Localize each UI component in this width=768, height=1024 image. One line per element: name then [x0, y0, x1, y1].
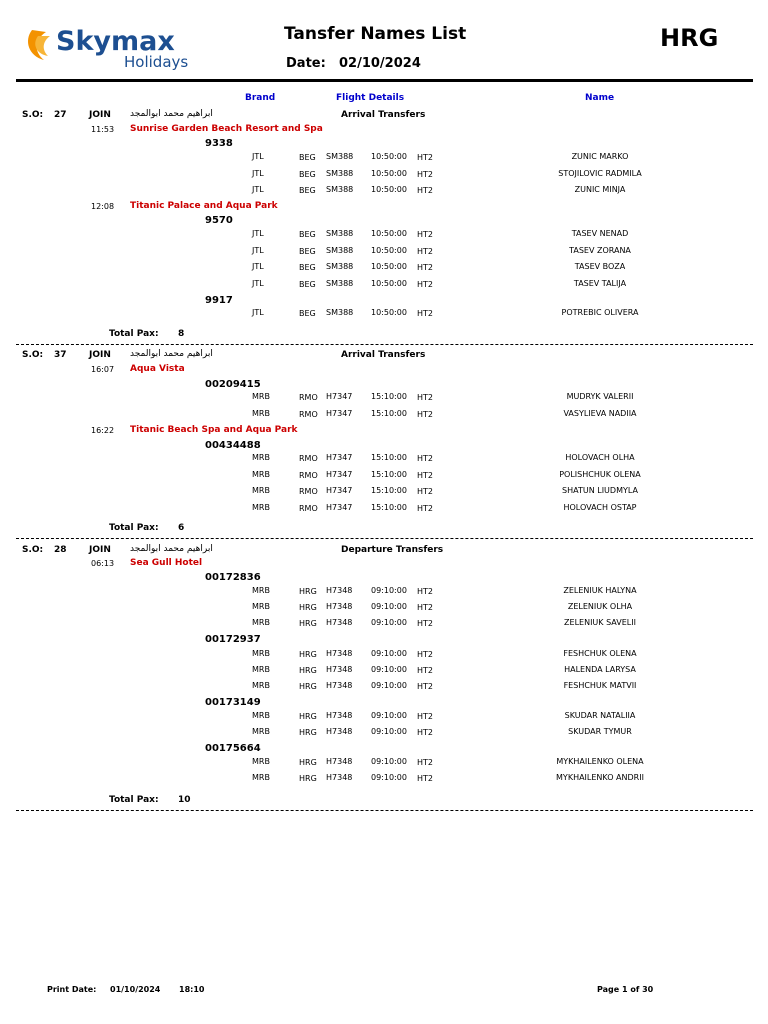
pickup-time: 16:22 — [91, 426, 115, 435]
company-logo — [22, 22, 232, 72]
flight-number-cell: SM388 — [326, 246, 354, 255]
terminal-cell: HT2 — [417, 393, 433, 402]
hotel-name: Sunrise Garden Beach Resort and Spa — [130, 124, 323, 134]
passenger-name-cell: TASEV NENAD — [571, 229, 629, 238]
document-title: Tansfer Names List — [284, 24, 467, 44]
passenger-name-cell: VASYLIEVA NADIIA — [563, 409, 637, 418]
brand-cell: MRB — [252, 503, 270, 512]
passenger-name-cell: POTREBIC OLIVERA — [561, 308, 639, 317]
terminal-cell: HT2 — [417, 666, 433, 675]
pickup-time: 12:08 — [91, 202, 115, 211]
flight-time-cell: 09:10:00 — [371, 649, 407, 658]
flight-number-cell: H7348 — [326, 618, 353, 627]
brand-cell: MRB — [252, 453, 270, 462]
terminal-cell: HT2 — [417, 410, 433, 419]
origin-airport-cell: HRG — [299, 712, 317, 721]
flight-number-cell: H7348 — [326, 711, 353, 720]
brand-cell: JTL — [252, 308, 264, 317]
passenger-name-cell: MYKHAILENKO OLENA — [556, 757, 644, 766]
logo-text-main: Skymax — [56, 26, 175, 57]
guide-name-arabic: ابراهيم محمد ابوالمجد — [130, 349, 213, 359]
terminal-cell: HT2 — [417, 728, 433, 737]
page-number: Page 1 of 30 — [597, 985, 654, 994]
passenger-name-cell: SKUDAR TYMUR — [568, 727, 632, 736]
origin-airport-cell: HRG — [299, 728, 317, 737]
total-pax-label: Total Pax: — [109, 329, 159, 339]
flight-number-cell: H7348 — [326, 757, 353, 766]
flight-time-cell: 15:10:00 — [371, 486, 407, 495]
booking-reference: 00173149 — [205, 697, 261, 708]
passenger-name-cell: SKUDAR NATALIIA — [564, 711, 636, 720]
logo-text-sub: Holidays — [124, 53, 189, 71]
flight-number-cell: H7347 — [326, 409, 353, 418]
terminal-cell: HT2 — [417, 471, 433, 480]
origin-airport-cell: BEG — [299, 280, 316, 289]
column-header-name: Name — [585, 93, 615, 103]
origin-airport-cell: RMO — [299, 410, 318, 419]
flight-number-cell: SM388 — [326, 308, 354, 317]
passenger-name-cell: TASEV ZORANA — [569, 246, 631, 255]
passenger-name-cell: ZELENIUK HALYNA — [563, 586, 637, 595]
brand-cell: MRB — [252, 409, 270, 418]
hotel-name: Titanic Palace and Aqua Park — [130, 201, 278, 211]
booking-reference: 9570 — [205, 215, 233, 226]
passenger-name-cell: MYKHAILENKO ANDRII — [556, 773, 644, 782]
section-divider — [16, 538, 753, 539]
origin-airport-cell: HRG — [299, 603, 317, 612]
print-time-value: 18:10 — [179, 985, 205, 994]
origin-airport-cell: HRG — [299, 587, 317, 596]
join-label: JOIN — [89, 110, 111, 120]
origin-airport-cell: BEG — [299, 153, 316, 162]
terminal-cell: HT2 — [417, 682, 433, 691]
origin-airport-cell: HRG — [299, 774, 317, 783]
flight-time-cell: 15:10:00 — [371, 470, 407, 479]
origin-airport-cell: HRG — [299, 650, 317, 659]
flight-number-cell: H7347 — [326, 392, 353, 401]
flight-time-cell: 09:10:00 — [371, 773, 407, 782]
flight-number-cell: H7347 — [326, 486, 353, 495]
join-label: JOIN — [89, 350, 111, 360]
transfer-type: Arrival Transfers — [341, 110, 426, 120]
flight-time-cell: 10:50:00 — [371, 308, 407, 317]
brand-cell: MRB — [252, 727, 270, 736]
hotel-name: Aqua Vista — [130, 364, 185, 374]
flight-number-cell: SM388 — [326, 229, 354, 238]
flight-time-cell: 10:50:00 — [371, 279, 407, 288]
flight-number-cell: H7348 — [326, 773, 353, 782]
brand-cell: MRB — [252, 773, 270, 782]
join-label: JOIN — [89, 545, 111, 555]
terminal-cell: HT2 — [417, 247, 433, 256]
flight-number-cell: H7347 — [326, 470, 353, 479]
column-header-brand: Brand — [245, 93, 276, 103]
brand-cell: JTL — [252, 229, 264, 238]
flight-number-cell: H7348 — [326, 665, 353, 674]
flight-number-cell: H7348 — [326, 727, 353, 736]
flight-number-cell: SM388 — [326, 185, 354, 194]
so-number: 28 — [54, 545, 67, 555]
transfer-type: Departure Transfers — [341, 545, 444, 555]
origin-airport-cell: HRG — [299, 619, 317, 628]
passenger-name-cell: FESHCHUK MATVII — [563, 681, 637, 690]
flight-time-cell: 10:50:00 — [371, 185, 407, 194]
flight-time-cell: 09:10:00 — [371, 757, 407, 766]
brand-cell: JTL — [252, 262, 264, 271]
pickup-time: 11:53 — [91, 125, 115, 134]
origin-airport-cell: BEG — [299, 186, 316, 195]
passenger-name-cell: STOJILOVIC RADMILA — [558, 169, 642, 178]
origin-airport-cell: HRG — [299, 682, 317, 691]
passenger-name-cell: HOLOVACH OSTAP — [563, 503, 637, 512]
origin-airport-cell: RMO — [299, 454, 318, 463]
origin-airport-cell: HRG — [299, 666, 317, 675]
origin-airport-cell: BEG — [299, 170, 316, 179]
date-value: 02/10/2024 — [339, 56, 421, 71]
flight-number-cell: SM388 — [326, 152, 354, 161]
brand-cell: MRB — [252, 681, 270, 690]
origin-airport-cell: BEG — [299, 247, 316, 256]
brand-cell: MRB — [252, 586, 270, 595]
brand-cell: MRB — [252, 618, 270, 627]
flight-time-cell: 09:10:00 — [371, 711, 407, 720]
date-label: Date: — [286, 56, 326, 71]
terminal-cell: HT2 — [417, 170, 433, 179]
flight-number-cell: SM388 — [326, 279, 354, 288]
flight-time-cell: 09:10:00 — [371, 586, 407, 595]
brand-cell: MRB — [252, 649, 270, 658]
flight-number-cell: H7348 — [326, 649, 353, 658]
booking-reference: 9917 — [205, 295, 233, 306]
passenger-name-cell: SHATUN LIUDMYLA — [562, 486, 638, 495]
flight-time-cell: 09:10:00 — [371, 681, 407, 690]
booking-reference: 00209415 — [205, 379, 261, 390]
so-label: S.O: — [22, 350, 44, 360]
pickup-time: 06:13 — [91, 559, 115, 568]
flight-number-cell: H7348 — [326, 602, 353, 611]
booking-reference: 00175664 — [205, 743, 261, 754]
section-divider — [16, 344, 753, 345]
origin-airport-cell: BEG — [299, 263, 316, 272]
flight-number-cell: H7347 — [326, 453, 353, 462]
total-pax-value: 8 — [178, 329, 185, 339]
flight-time-cell: 10:50:00 — [371, 169, 407, 178]
brand-cell: MRB — [252, 757, 270, 766]
brand-cell: MRB — [252, 602, 270, 611]
passenger-name-cell: ZELENIUK SAVELII — [564, 618, 636, 627]
header-divider — [16, 79, 753, 82]
section-divider — [16, 810, 753, 811]
brand-cell: JTL — [252, 246, 264, 255]
origin-airport-cell: BEG — [299, 230, 316, 239]
guide-name-arabic: ابراهيم محمد ابوالمجد — [130, 109, 213, 119]
brand-cell: MRB — [252, 470, 270, 479]
terminal-cell: HT2 — [417, 619, 433, 628]
origin-airport-cell: BEG — [299, 309, 316, 318]
brand-cell: MRB — [252, 711, 270, 720]
passenger-name-cell: ZUNIC MARKO — [571, 152, 629, 161]
terminal-cell: HT2 — [417, 263, 433, 272]
origin-airport-cell: RMO — [299, 471, 318, 480]
terminal-cell: HT2 — [417, 230, 433, 239]
flight-number-cell: H7347 — [326, 503, 353, 512]
terminal-cell: HT2 — [417, 603, 433, 612]
terminal-cell: HT2 — [417, 454, 433, 463]
terminal-cell: HT2 — [417, 186, 433, 195]
flight-time-cell: 09:10:00 — [371, 665, 407, 674]
brand-cell: JTL — [252, 169, 264, 178]
airport-code: HRG — [660, 24, 719, 52]
terminal-cell: HT2 — [417, 309, 433, 318]
booking-reference: 00172836 — [205, 572, 261, 583]
flight-number-cell: H7348 — [326, 681, 353, 690]
flight-time-cell: 10:50:00 — [371, 229, 407, 238]
brand-cell: JTL — [252, 279, 264, 288]
terminal-cell: HT2 — [417, 487, 433, 496]
brand-cell: JTL — [252, 185, 264, 194]
booking-reference: 00434488 — [205, 440, 261, 451]
flight-number-cell: SM388 — [326, 262, 354, 271]
origin-airport-cell: HRG — [299, 758, 317, 767]
terminal-cell: HT2 — [417, 774, 433, 783]
passenger-name-cell: HOLOVACH OLHA — [565, 453, 635, 462]
terminal-cell: HT2 — [417, 650, 433, 659]
terminal-cell: HT2 — [417, 758, 433, 767]
origin-airport-cell: RMO — [299, 504, 318, 513]
flight-time-cell: 09:10:00 — [371, 602, 407, 611]
passenger-name-cell: FESHCHUK OLENA — [563, 649, 637, 658]
so-number: 37 — [54, 350, 67, 360]
pickup-time: 16:07 — [91, 365, 115, 374]
passenger-name-cell: TASEV TALIJA — [573, 279, 627, 288]
brand-cell: JTL — [252, 152, 264, 161]
flight-time-cell: 15:10:00 — [371, 392, 407, 401]
terminal-cell: HT2 — [417, 504, 433, 513]
flight-time-cell: 15:10:00 — [371, 409, 407, 418]
booking-reference: 00172937 — [205, 634, 261, 645]
print-date-value: 01/10/2024 — [110, 985, 161, 994]
total-pax-value: 6 — [178, 523, 185, 533]
origin-airport-cell: RMO — [299, 393, 318, 402]
passenger-name-cell: MUDRYK VALERII — [566, 392, 634, 401]
passenger-name-cell: ZUNIC MINJA — [574, 185, 626, 194]
flight-time-cell: 09:10:00 — [371, 727, 407, 736]
terminal-cell: HT2 — [417, 280, 433, 289]
so-number: 27 — [54, 110, 67, 120]
terminal-cell: HT2 — [417, 153, 433, 162]
flight-number-cell: H7348 — [326, 586, 353, 595]
terminal-cell: HT2 — [417, 587, 433, 596]
so-label: S.O: — [22, 545, 44, 555]
terminal-cell: HT2 — [417, 712, 433, 721]
guide-name-arabic: ابراهيم محمد ابوالمجد — [130, 544, 213, 554]
hotel-name: Sea Gull Hotel — [130, 558, 203, 568]
print-date-label: Print Date: — [47, 985, 97, 994]
flight-time-cell: 09:10:00 — [371, 618, 407, 627]
flight-time-cell: 10:50:00 — [371, 152, 407, 161]
brand-cell: MRB — [252, 665, 270, 674]
brand-cell: MRB — [252, 486, 270, 495]
transfer-type: Arrival Transfers — [341, 350, 426, 360]
flight-time-cell: 10:50:00 — [371, 262, 407, 271]
passenger-name-cell: TASEV BOZA — [574, 262, 626, 271]
brand-cell: MRB — [252, 392, 270, 401]
flight-time-cell: 15:10:00 — [371, 453, 407, 462]
passenger-name-cell: ZELENIUK OLHA — [567, 602, 633, 611]
flight-time-cell: 10:50:00 — [371, 246, 407, 255]
total-pax-label: Total Pax: — [109, 523, 159, 533]
total-pax-value: 10 — [178, 795, 191, 805]
flight-number-cell: SM388 — [326, 169, 354, 178]
passenger-name-cell: POLISHCHUK OLENA — [559, 470, 641, 479]
so-label: S.O: — [22, 110, 44, 120]
flight-time-cell: 15:10:00 — [371, 503, 407, 512]
column-header-flight: Flight Details — [336, 93, 405, 103]
booking-reference: 9338 — [205, 138, 233, 149]
total-pax-label: Total Pax: — [109, 795, 159, 805]
hotel-name: Titanic Beach Spa and Aqua Park — [130, 425, 298, 435]
origin-airport-cell: RMO — [299, 487, 318, 496]
passenger-name-cell: HALENDA LARYSA — [564, 665, 636, 674]
